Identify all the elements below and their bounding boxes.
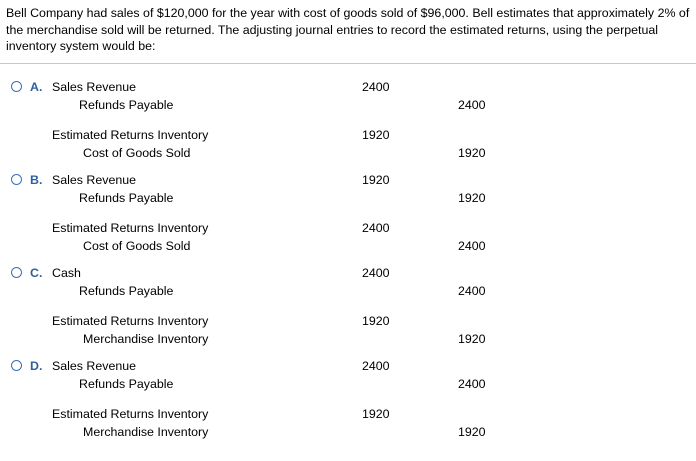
debit-amount: 1920 <box>362 173 390 187</box>
debit-account: Estimated Returns Inventory <box>52 314 209 328</box>
option-d[interactable] <box>0 357 696 447</box>
credit-amount: 2400 <box>458 284 486 298</box>
credit-account: Cost of Goods Sold <box>83 146 191 160</box>
option-letter: A. <box>30 80 43 94</box>
debit-account: Sales Revenue <box>52 173 137 187</box>
option-letter: D. <box>30 359 43 373</box>
option-letter: C. <box>30 266 43 280</box>
option-b-radio[interactable] <box>11 174 22 185</box>
debit-account: Sales Revenue <box>52 80 137 94</box>
debit-amount: 2400 <box>362 266 390 280</box>
credit-account: Refunds Payable <box>79 191 174 205</box>
debit-amount: 1920 <box>362 314 390 328</box>
option-a[interactable] <box>0 78 696 168</box>
debit-account: Sales Revenue <box>52 359 137 373</box>
debit-account: Cash <box>52 266 81 280</box>
credit-amount: 1920 <box>458 146 486 160</box>
credit-amount: 1920 <box>458 332 486 346</box>
debit-account: Estimated Returns Inventory <box>52 128 209 142</box>
debit-account: Estimated Returns Inventory <box>52 407 209 421</box>
credit-amount: 2400 <box>458 239 486 253</box>
debit-amount: 2400 <box>362 80 390 94</box>
credit-account: Refunds Payable <box>79 98 174 112</box>
credit-account: Refunds Payable <box>79 284 174 298</box>
debit-amount: 2400 <box>362 359 390 373</box>
question-text: Bell Company had sales of $120,000 for the year with cost of goods sold of $96,000. Bell estimates that approximately 2% of the merchandise sold will be returned. The adjusting journal entries to record the estimated returns, using the perpetual inventory system would be: <box>6 6 690 53</box>
credit-amount: 1920 <box>458 425 486 439</box>
option-c-radio[interactable] <box>11 267 22 278</box>
option-a-radio[interactable] <box>11 81 22 92</box>
debit-amount: 1920 <box>362 407 390 421</box>
credit-account: Merchandise Inventory <box>83 425 209 439</box>
credit-account: Refunds Payable <box>79 377 174 391</box>
debit-amount: 2400 <box>362 221 390 235</box>
credit-amount: 2400 <box>458 377 486 391</box>
credit-amount: 1920 <box>458 191 486 205</box>
option-b[interactable] <box>0 171 696 261</box>
credit-amount: 2400 <box>458 98 486 112</box>
divider <box>0 63 696 64</box>
option-d-radio[interactable] <box>11 360 22 371</box>
option-c[interactable] <box>0 264 696 354</box>
credit-account: Merchandise Inventory <box>83 332 209 346</box>
debit-account: Estimated Returns Inventory <box>52 221 209 235</box>
debit-amount: 1920 <box>362 128 390 142</box>
credit-account: Cost of Goods Sold <box>83 239 191 253</box>
option-letter: B. <box>30 173 43 187</box>
